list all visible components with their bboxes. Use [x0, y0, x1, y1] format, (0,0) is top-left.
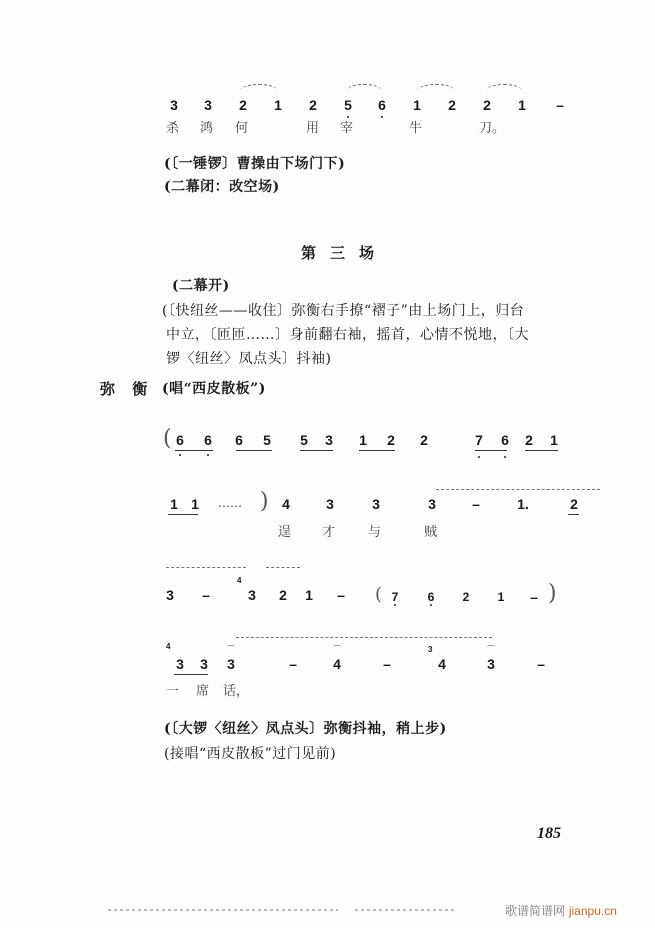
close-paren: ) — [548, 581, 557, 606]
dash: – — [472, 496, 480, 512]
note: 1 — [359, 432, 367, 448]
lyric: 何 — [235, 121, 249, 136]
slur — [417, 84, 455, 91]
note: 1 — [550, 432, 558, 448]
note: 6 — [176, 432, 184, 448]
note: 1 — [274, 97, 282, 113]
note: 2 — [420, 432, 428, 448]
open-paren: ( — [375, 584, 383, 605]
note: 5 — [263, 432, 271, 448]
dotted-note: 1. — [517, 496, 529, 512]
note: 2 — [570, 496, 578, 512]
low-octave-dot — [347, 116, 349, 118]
note: 1 — [413, 97, 421, 113]
slur — [240, 84, 278, 91]
note: 6 — [235, 432, 243, 448]
watermark-cn: 歌谱简谱网 — [505, 904, 566, 918]
note: 1 — [191, 496, 199, 512]
note: 2 — [525, 432, 533, 448]
note: 6 — [204, 432, 212, 448]
stage-direction: (〔大锣〈纽丝〉凤点头〕弥衡抖袖，稍上步) — [164, 721, 447, 737]
note: 7 — [391, 590, 399, 604]
note: 3 — [248, 587, 256, 603]
note: 5 — [344, 97, 352, 113]
note: 3 — [227, 656, 235, 672]
ellipsis: …… — [218, 496, 242, 510]
stage-direction: (〔一锤锣〕曹操由下场门下) — [164, 156, 346, 172]
lyric: 用 — [306, 121, 320, 136]
grace-note: 4 — [166, 642, 171, 651]
note: 3 — [325, 432, 333, 448]
note: 6 — [378, 97, 386, 113]
grace-note: 3 — [428, 645, 433, 654]
open-paren: ( — [163, 426, 172, 451]
tilde: – — [337, 587, 345, 603]
scan-artifact — [355, 909, 455, 911]
lyric: 逞 — [278, 525, 292, 540]
grace-note: 4 — [237, 576, 242, 585]
slur — [486, 84, 522, 91]
note: 2 — [239, 97, 247, 113]
singing-direction: (唱“西皮散板”) — [162, 381, 266, 397]
note: 3 — [176, 656, 184, 672]
dash: – — [530, 589, 538, 605]
note: 3 — [166, 587, 174, 603]
note: 2 — [279, 587, 287, 603]
scan-artifact — [108, 909, 338, 911]
note: 1 — [170, 496, 178, 512]
note: 1 — [305, 587, 313, 603]
note: 3 — [326, 496, 334, 512]
lyric: 宰 — [340, 121, 354, 136]
dash: – — [556, 97, 564, 113]
fermata-icon: ⌒ — [486, 646, 496, 656]
page-number: 185 — [537, 825, 561, 842]
lyric: 席 — [196, 684, 210, 699]
fermata-icon: ⌒ — [226, 646, 236, 656]
note: 4 — [282, 496, 290, 512]
lyric: 话， — [223, 684, 250, 699]
lyric: 与 — [368, 525, 382, 540]
stage-direction: (二幕开) — [172, 278, 230, 294]
watermark — [505, 902, 617, 919]
note: 3 — [170, 97, 178, 113]
scene-title: 第三场 — [301, 244, 389, 262]
low-octave-dot — [381, 116, 383, 118]
note: 1 — [497, 590, 505, 604]
note: 3 — [487, 656, 495, 672]
stage-direction-paragraph-line: 中立，〔匝匝……〕身前翻右袖，摇首，心情不悦地，〔大 — [166, 327, 529, 343]
slur — [346, 84, 382, 91]
note: 2 — [309, 97, 317, 113]
stage-direction: (接唱“西皮散板”过门见前) — [164, 746, 337, 762]
note: 3 — [428, 496, 436, 512]
dash: – — [289, 656, 297, 672]
lyric: 一 — [166, 684, 180, 699]
note: 7 — [475, 432, 483, 448]
tilde: – — [383, 656, 391, 672]
character-name: 弥 衡 — [100, 380, 154, 398]
lyric: 牛 — [409, 121, 423, 136]
fermata-icon: ⌒ — [332, 646, 342, 656]
stage-direction-paragraph-line: (〔快纽丝——收住〕弥衡右手撩“褶子”由上场门上，归台 — [162, 303, 525, 319]
note: 4 — [438, 656, 446, 672]
note: 2 — [483, 97, 491, 113]
stage-direction-paragraph-line: 锣〈纽丝〉凤点头〕抖袖) — [166, 351, 332, 367]
lyric: 才 — [322, 525, 336, 540]
note: 1 — [518, 97, 526, 113]
lyric: 鸿 — [200, 121, 214, 136]
watermark-en: jianpu.cn — [568, 904, 617, 918]
dash: – — [537, 656, 545, 672]
note: 3 — [204, 97, 212, 113]
note: 5 — [300, 432, 308, 448]
note: 3 — [200, 656, 208, 672]
note: 3 — [372, 496, 380, 512]
note: 2 — [462, 590, 470, 604]
note: 2 — [448, 97, 456, 113]
lyric: 杀 — [166, 121, 180, 136]
note: 4 — [333, 656, 341, 672]
stage-direction: (二幕闭：改空场) — [164, 179, 280, 195]
lyric: 贼 — [424, 525, 438, 540]
lyric: 刀。 — [479, 121, 506, 136]
note: 6 — [501, 432, 509, 448]
note: 6 — [427, 590, 435, 604]
note: 2 — [387, 432, 395, 448]
dash: – — [202, 587, 210, 603]
close-paren: ) — [260, 489, 269, 514]
